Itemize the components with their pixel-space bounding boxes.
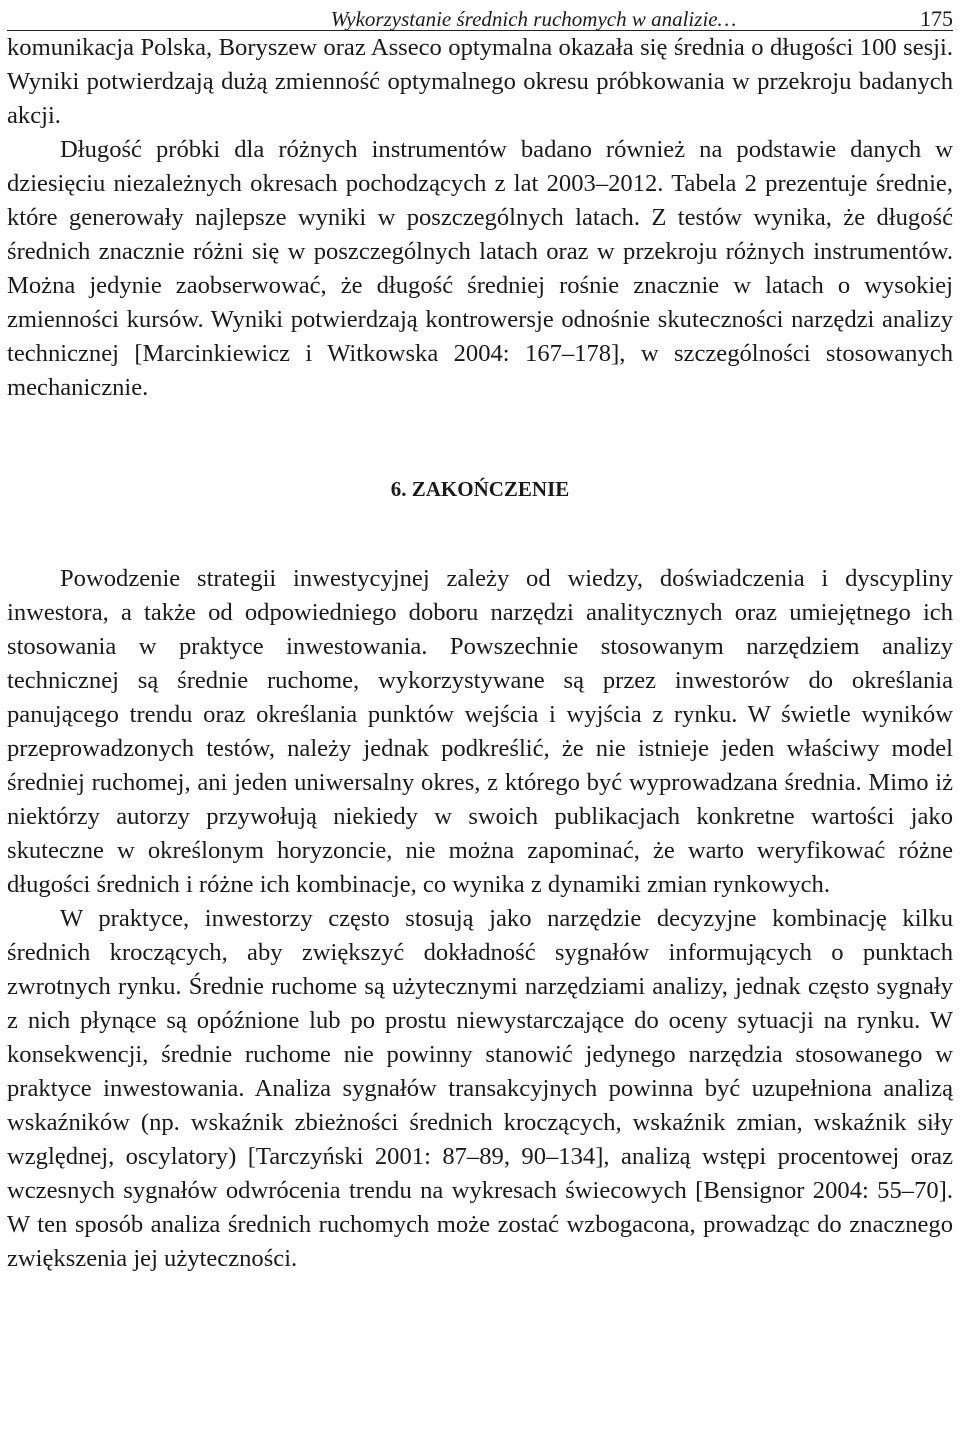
paragraph-continuation: komunikacja Polska, Boryszew oraz Asseco optymalna okazała się średnia o długości 100 sesji. Wyniki potwierdzają dużą zmienność optymalnego okresu próbkowania w przekroju badanych akcji. <box>7 34 953 129</box>
paragraph: Długość próbki dla różnych instrumentów badano również na podstawie danych w dziesięciu niezależnych okresach pochodzących z lat 2003–2012. Tabela 2 prezentuje średnie, które generowały najlepsze wyniki w poszczególnych latach. Z testów wynika, że długość średnich znacznie różni się w poszczególnych latach oraz w przekroju różnych instrumentów. Można jedynie zaobserwować, że długość średniej rośnie znacznie w latach o wysokiej zmienności kursów. Wyniki potwierdzają kontrowersje odnośnie skuteczności narzędzi analizy technicznej [Marcinkiewicz i Witkowska 2004: 167–178], w szczególności stosowanych mechanicznie. <box>7 136 953 401</box>
section-heading: 6. ZAKOŃCZENIE <box>390 477 570 501</box>
running-title: Wykorzystanie średnich ruchomych w analizie… <box>330 7 737 31</box>
paragraph: Powodzenie strategii inwestycyjnej zależy od wiedzy, doświadczenia i dyscypliny inwestora, a także od odpowiedniego doboru narzędzi analitycznych oraz umiejętnego ich stosowania w praktyce inwestowania. Powszechnie stosowanym narzędziem analizy technicznej są średnie ruchome, wykorzystywane są przez inwestorów do określania panującego trendu oraz określania punktów wejścia i wyjścia z rynku. W świetle wyników przeprowadzonych testów, należy jednak podkreślić, że nie istnieje jeden właściwy model średniej ruchomej, ani jeden uniwersalny okres, z którego być wyprowadzana średnia. Mimo iż niektórzy autorzy przywołują niekiedy w swoich publikacjach konkretne wartości jako skuteczne w określonym horyzoncie, nie można zapominać, że warto weryfikować różne długości średnich i różne ich kombinacje, co wynika z dynamiki zmian rynkowych. <box>7 565 953 898</box>
paragraph: W praktyce, inwestorzy często stosują jako narzędzie decyzyjne kombinację kilku średnich kroczących, aby zwiększyć dokładność sygnałów informujących o punktach zwrotnych rynku. Średnie ruchome są użytecznymi narzędziami analizy, jednak często sygnały z nich płynące są opóźnione lub po prostu niewystarczające do oceny sytuacji na rynku. W konsekwencji, średnie ruchome nie powinny stanowić jedynego narzędzia stosowanego w praktyce inwestowania. Analiza sygnałów transakcyjnych powinna być uzupełniona analizą wskaźników (np. wskaźnik zbieżności średnich kroczących, wskaźnik zmian, wskaźnik siły względnej, oscylatory) [Tarczyński 2001: 87–89, 90–134], analizą wstępi procentowej oraz wczesnych sygnałów odwrócenia trendu na wykresach świecowych [Bensignor 2004: 55–70]. W ten sposób analiza średnich ruchomych może zostać wzbogacona, prowadząc do znacznego zwiększenia jej użyteczności. <box>7 905 953 1272</box>
body-text <box>7 31 953 1276</box>
running-header <box>7 0 953 31</box>
page-number: 175 <box>920 6 953 31</box>
page <box>7 0 953 1276</box>
